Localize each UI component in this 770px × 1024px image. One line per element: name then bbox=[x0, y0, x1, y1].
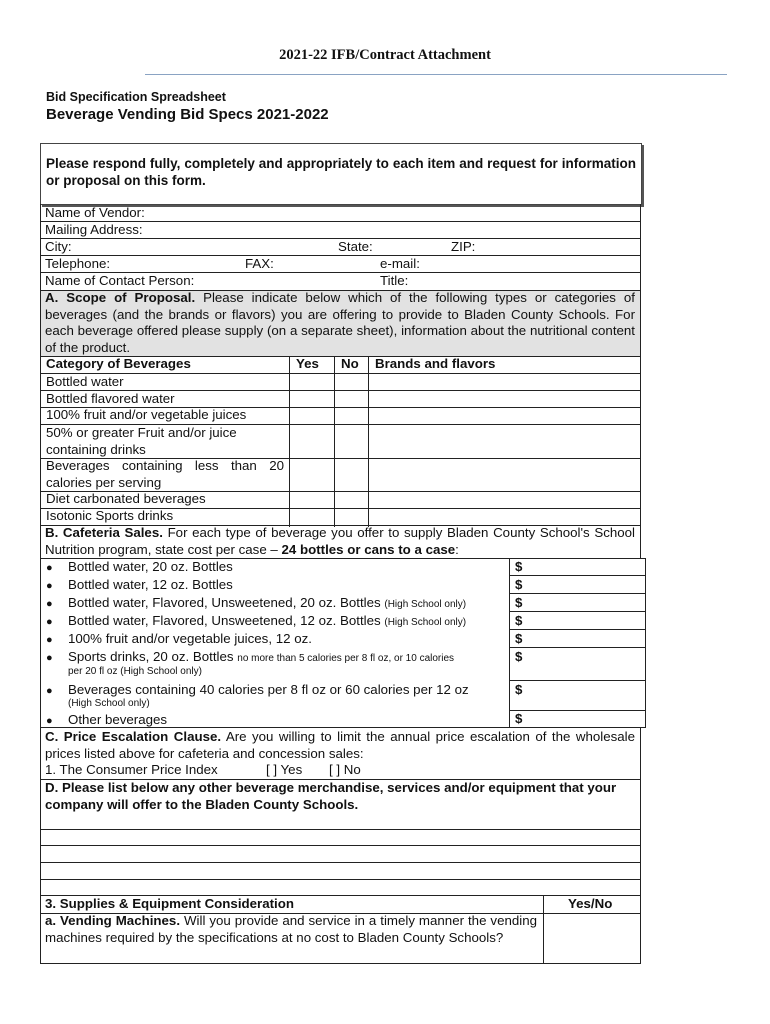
section-b-body: For each type of beverage you offer to supply Bladen County School's School Nutrition program, state cost per case – bbox=[45, 525, 635, 557]
col-header-brands: Brands and flavors bbox=[375, 356, 496, 371]
price-input-field[interactable]: $ bbox=[515, 649, 523, 664]
beverage-category-row: 50% or greater Fruit and/or juice containing drinks bbox=[46, 425, 237, 457]
section-b-text bbox=[45, 525, 635, 558]
price-item-note: (High School only) bbox=[68, 698, 150, 709]
spec-title: Beverage Vending Bid Specs 2021-2022 bbox=[46, 106, 329, 123]
price-item-note: per 20 fl oz (High School only) bbox=[68, 666, 202, 677]
spreadsheet-label: Bid Specification Spreadsheet bbox=[46, 90, 226, 104]
divider bbox=[509, 647, 646, 648]
bullet-icon: ● bbox=[46, 715, 53, 727]
vending-machines-body: Will you provide and service in a timely manner the vending machines required by the specifications at no cost to Bladen County Schools? bbox=[45, 913, 538, 945]
mailing-address-label: Mailing Address: bbox=[45, 222, 143, 237]
vendor-name-row[interactable] bbox=[40, 204, 641, 222]
section-a-body: Please indicate below which of the following types or categories of beverages (and the brands or flavors) you are offering to provide to Bladen County Schools. For each beverage offered please supply (on a separate sheet), information about the nutritional content of the product. bbox=[45, 290, 635, 355]
divider bbox=[509, 680, 646, 681]
section-c-body: Are you willing to limit the annual price escalation of the wholesale prices listed above for cafeteria and concession sales: bbox=[45, 729, 635, 761]
bullet-icon: ● bbox=[46, 652, 53, 664]
price-item-label bbox=[68, 613, 466, 632]
price-item-note: (High School only) bbox=[384, 617, 467, 628]
section-d-blank-row[interactable] bbox=[40, 863, 641, 880]
section-a-heading: A. Scope of Proposal. bbox=[45, 290, 196, 305]
price-input-field[interactable]: $ bbox=[515, 577, 523, 592]
vendor-name-label: Name of Vendor: bbox=[45, 205, 145, 220]
telephone-label: Telephone: bbox=[45, 256, 111, 271]
cpi-yes-checkbox[interactable]: [ ] Yes bbox=[266, 762, 303, 777]
vending-machines-heading: a. Vending Machines. bbox=[45, 913, 181, 928]
price-item-note: (High School only) bbox=[384, 599, 467, 610]
price-input-field[interactable]: $ bbox=[515, 613, 523, 628]
section-c-heading: C. Price Escalation Clause. bbox=[45, 729, 222, 744]
price-item-label: Bottled water, 12 oz. Bottles bbox=[68, 577, 233, 592]
price-input-field[interactable]: $ bbox=[515, 682, 523, 697]
divider bbox=[509, 710, 646, 711]
beverage-category-row: Diet carbonated beverages bbox=[46, 491, 206, 506]
yes-no-header: Yes/No bbox=[568, 896, 613, 911]
price-input-field[interactable]: $ bbox=[515, 595, 523, 610]
section-c-text bbox=[45, 729, 635, 762]
col-header-no: No bbox=[341, 356, 359, 371]
price-input-field[interactable]: $ bbox=[515, 631, 523, 646]
fax-label: FAX: bbox=[245, 256, 274, 271]
price-input-field[interactable]: $ bbox=[515, 711, 523, 726]
title-divider bbox=[145, 74, 727, 75]
section-b-frame-left bbox=[40, 558, 41, 728]
price-item-label: Bottled water, 20 oz. Bottles bbox=[68, 559, 233, 574]
zip-label: ZIP: bbox=[451, 239, 476, 254]
beverage-category-row: Beverages containing less than 20 calories per serving bbox=[46, 458, 284, 490]
cpi-no-checkbox[interactable]: [ ] No bbox=[329, 762, 361, 777]
mailing-address-row[interactable] bbox=[40, 222, 641, 239]
beverage-category-row: 100% fruit and/or vegetable juices bbox=[46, 407, 247, 422]
price-item-main: Bottled water, Flavored, Unsweetened, 12 oz. Bottles bbox=[68, 613, 381, 628]
price-col-right bbox=[645, 558, 646, 728]
email-label: e-mail: bbox=[380, 256, 420, 271]
bullet-icon: ● bbox=[46, 598, 53, 610]
divider bbox=[509, 611, 646, 612]
state-label: State: bbox=[338, 239, 373, 254]
beverage-category-row: Isotonic Sports drinks bbox=[46, 508, 174, 523]
price-input-field[interactable]: $ bbox=[515, 559, 523, 574]
divider bbox=[40, 373, 641, 374]
vending-yes-no-field[interactable] bbox=[544, 914, 640, 963]
price-item-label: Other beverages bbox=[68, 712, 168, 727]
bullet-icon: ● bbox=[46, 562, 53, 574]
document-title: 2021-22 IFB/Contract Attachment bbox=[279, 47, 491, 63]
col-divider-yes bbox=[289, 356, 290, 527]
beverage-category-row: Bottled flavored water bbox=[46, 391, 175, 406]
cpi-label: 1. The Consumer Price Index bbox=[45, 762, 218, 777]
col-divider-no bbox=[334, 356, 335, 527]
divider bbox=[40, 963, 641, 964]
section-d-blank-row[interactable] bbox=[40, 829, 641, 846]
section-3-heading: 3. Supplies & Equipment Consideration bbox=[45, 896, 294, 911]
contact-person-label: Name of Contact Person: bbox=[45, 273, 195, 288]
price-item-main: Sports drinks, 20 oz. Bottles bbox=[68, 649, 234, 664]
divider bbox=[509, 629, 646, 630]
price-item-label bbox=[68, 595, 466, 614]
section-a-text bbox=[45, 290, 635, 356]
section-d-blank-row[interactable] bbox=[40, 846, 641, 863]
city-label: City: bbox=[45, 239, 72, 254]
section-b-heading: B. Cafeteria Sales. bbox=[45, 525, 163, 540]
divider bbox=[509, 593, 646, 594]
telephone-row[interactable] bbox=[40, 256, 641, 273]
bullet-icon: ● bbox=[46, 634, 53, 646]
price-item-note: no more than 5 calories per 8 fl oz, or 10 calories bbox=[237, 653, 455, 664]
bullet-icon: ● bbox=[46, 616, 53, 628]
vending-machines-text bbox=[45, 913, 537, 946]
section-b-colon: : bbox=[455, 541, 459, 557]
beverage-category-row: Bottled water bbox=[46, 374, 124, 389]
col-header-category: Category of Beverages bbox=[46, 356, 191, 371]
section-d-text: D. Please list below any other beverage merchandise, services and/or equipment that your company will offer to the Bladen County Schools. bbox=[45, 780, 617, 812]
instructions-box bbox=[40, 143, 642, 205]
bullet-icon: ● bbox=[46, 685, 53, 697]
instructions-text: Please respond fully, completely and appropriately to each item and request for information or proposal on this form. bbox=[46, 156, 636, 188]
col-divider-brands bbox=[368, 356, 369, 527]
contact-row[interactable] bbox=[40, 273, 641, 290]
col-header-yes: Yes bbox=[296, 356, 319, 371]
price-item-main: Bottled water, Flavored, Unsweetened, 20 oz. Bottles bbox=[68, 595, 381, 610]
divider bbox=[509, 575, 646, 576]
city-state-zip-row[interactable] bbox=[40, 239, 641, 256]
section-b-emphasis: 24 bottles or cans to a case bbox=[281, 541, 456, 557]
price-item-label: 100% fruit and/or vegetable juices, 12 oz. bbox=[68, 631, 312, 646]
bullet-icon: ● bbox=[46, 580, 53, 592]
contact-title-label: Title: bbox=[380, 273, 409, 288]
price-col-divider bbox=[509, 558, 510, 728]
section-d-blank-row[interactable] bbox=[40, 880, 641, 896]
price-item-label: Beverages containing 40 calories per 8 fl oz or 60 calories per 12 oz bbox=[68, 682, 469, 697]
